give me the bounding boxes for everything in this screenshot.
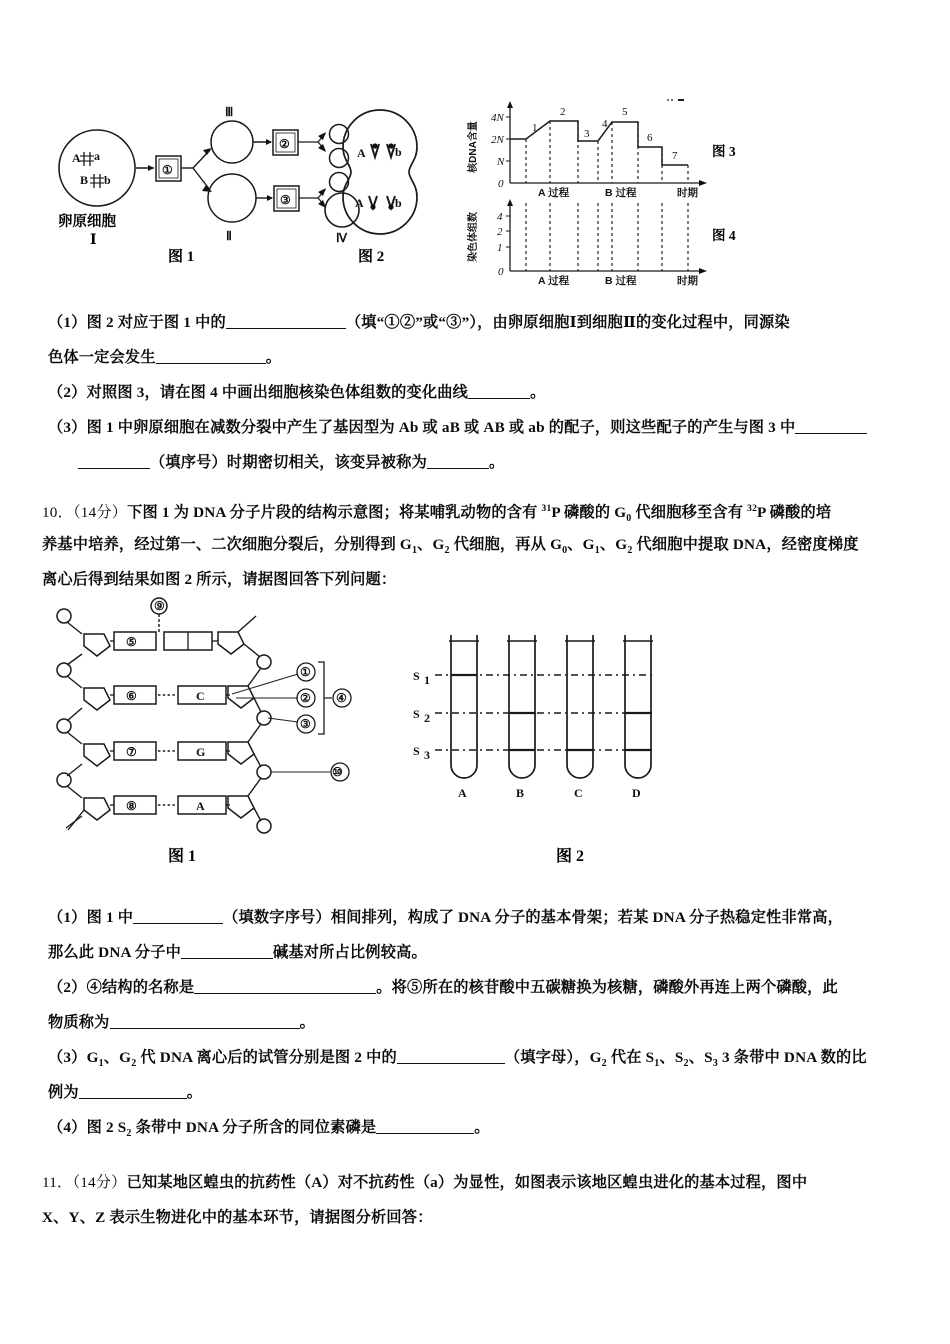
- svg-text:⑥: ⑥: [126, 689, 137, 703]
- q10-p3-i: 例为: [48, 1084, 79, 1101]
- q10-stem2-b: 、G: [417, 536, 445, 553]
- svg-text:7: 7: [672, 150, 678, 162]
- answer-blank[interactable]: [181, 958, 273, 959]
- q9-p3-text-b: （填序号）时期密切相关，该变异被称为: [150, 454, 427, 471]
- q10-p4-a: （4）图 2 S: [48, 1119, 127, 1136]
- q10-stem2-f: 代细胞中提取 DNA，经密度梯度: [632, 536, 859, 553]
- answer-blank[interactable]: [468, 398, 530, 399]
- svg-text:6: 6: [647, 132, 653, 144]
- q10-p4-b: 条带中 DNA 分子所含的同位素磷是: [131, 1119, 377, 1136]
- question-9-part-3: [48, 410, 928, 445]
- q10-p3-d: （填字母），G: [504, 1049, 602, 1066]
- q10-p1-c: 那么此 DNA 分子中: [48, 944, 181, 961]
- answer-blank[interactable]: [427, 468, 489, 469]
- svg-text:1: 1: [532, 122, 538, 134]
- svg-text:2N: 2N: [491, 134, 504, 146]
- svg-text:核DNA含量: 核DNA含量: [468, 121, 479, 173]
- q10-p2-d: 。: [299, 1014, 315, 1031]
- answer-blank[interactable]: [133, 923, 223, 924]
- q10-p3-sub5: 2: [683, 1058, 689, 1070]
- svg-text:B: B: [516, 786, 525, 800]
- answer-blank[interactable]: [226, 328, 346, 329]
- svg-text:2: 2: [560, 106, 566, 118]
- svg-text:N: N: [497, 156, 505, 168]
- q9-p1-text-a: （1）图 2 对应于图 1 中的: [48, 314, 226, 331]
- answer-blank[interactable]: [78, 468, 150, 469]
- q11-score: （14分）: [72, 1174, 127, 1191]
- q10-p4-sub1: 2: [126, 1128, 132, 1140]
- q10-number: 10．: [42, 504, 73, 522]
- q10-sup-31: 31: [541, 504, 552, 514]
- q10-p1-b: （填数字序号）相间排列，构成了 DNA 分子的基本骨架；若某 DNA 分子热稳定性非常高，: [223, 909, 844, 926]
- q10-p1-d: 碱基对所占比例较高。: [272, 944, 427, 961]
- q10-p3-sub1: 1: [98, 1058, 104, 1070]
- figure-3-4-graphs: [462, 95, 762, 285]
- q10-p2-a: （2）④结构的名称是: [48, 979, 195, 996]
- svg-text:4: 4: [602, 118, 608, 130]
- question-10-part-1: [48, 900, 938, 935]
- q11-number: 11．: [42, 1174, 73, 1191]
- svg-text:0: 0: [498, 178, 504, 190]
- q10-stem-b: P 磷酸的 G: [551, 504, 627, 522]
- question-11-stem-line-1: [42, 1165, 932, 1200]
- svg-text:2: 2: [497, 226, 503, 238]
- answer-blank[interactable]: [397, 1063, 505, 1064]
- q11-stem1: 已知某地区蝗虫的抗药性（A）对不抗药性（a）为显性，如图表示该地区蝗虫进化的基本过程，图中: [126, 1174, 808, 1191]
- svg-text:A: A: [196, 799, 205, 813]
- svg-text:A 过程: A 过程: [538, 187, 570, 199]
- svg-text:D: D: [632, 786, 641, 800]
- svg-text:④: ④: [336, 691, 347, 705]
- q10-p1-a: （1）图 1 中: [48, 909, 134, 926]
- svg-text:⑤: ⑤: [126, 635, 137, 649]
- roman-one-label: Ⅰ: [90, 233, 97, 248]
- q10-p3-f: 、S: [659, 1049, 684, 1066]
- q10-p2-c: 物质称为: [48, 1014, 110, 1031]
- q10-sub-0: 0: [626, 513, 632, 525]
- q10-sub-1b: 1: [594, 545, 600, 557]
- q9-p2-text-b: 。: [530, 384, 546, 401]
- q10-p3-sub3: 2: [601, 1058, 607, 1070]
- question-9-part-1-cont: [48, 340, 908, 375]
- svg-text:5: 5: [622, 106, 628, 118]
- svg-text:1: 1: [497, 242, 503, 254]
- q10-stem-d: P 磷酸的培: [757, 504, 832, 522]
- question-9-part-2: [48, 375, 908, 410]
- question-10-stem-line-3: [42, 562, 932, 597]
- q10-p3-sub4: 1: [654, 1058, 660, 1070]
- svg-text:b: b: [395, 196, 402, 210]
- q10-sub-2: 2: [444, 545, 450, 557]
- q10-p2-b: 。将⑤所在的核苷酸中五碳糖换为核糖，磷酸外再连上两个磷酸，此: [376, 979, 838, 996]
- figure-2-cell-diagram: [325, 112, 465, 237]
- q9-p2-text-a: （2）对照图 3，请在图 4 中画出细胞核染色体组数的变化曲线: [48, 384, 469, 401]
- figure-2-caption: 图 2: [358, 249, 385, 265]
- q10-p3-g: 、S: [688, 1049, 713, 1066]
- svg-text:Ⅱ: Ⅱ: [226, 229, 232, 243]
- q10-stem-a: 下图 1 为 DNA 分子片段的结构示意图；将某哺乳动物的含有: [127, 504, 542, 522]
- svg-text:S: S: [413, 744, 420, 758]
- svg-text:时期: 时期: [677, 275, 698, 287]
- question-10-part-1-cont: [48, 935, 938, 970]
- question-10-part-2: [48, 970, 938, 1005]
- q10-p3-sub2: 2: [131, 1058, 137, 1070]
- svg-text:1: 1: [424, 673, 430, 687]
- q10-p3-j: 。: [186, 1084, 203, 1101]
- svg-text:③: ③: [300, 717, 311, 731]
- q10-p3-h: 3 条带中 DNA 数的比: [717, 1049, 867, 1066]
- q10-p3-e: 代在 S: [606, 1049, 655, 1066]
- svg-text:①: ①: [300, 665, 311, 679]
- q10-sub-0b: 0: [562, 545, 568, 557]
- svg-text:染色体组数: 染色体组数: [468, 212, 479, 262]
- q10-sub-2b: 2: [627, 545, 633, 557]
- dna-figure-2-caption: 图 2: [556, 848, 585, 865]
- svg-text:②: ②: [300, 691, 311, 705]
- dna-structure-figure-1: [42, 598, 382, 848]
- svg-text:S: S: [413, 669, 420, 683]
- q9-p3-text-a: （3）图 1 中卵原细胞在减数分裂中产生了基因型为 Ab 或 aB 或 AB 或 ab 的配子，则这些配子的产生与图 3 中: [48, 419, 796, 436]
- question-9-part-3-cont: [48, 445, 928, 480]
- q10-stem2-d: 、G: [567, 536, 595, 553]
- question-9-part-1: [48, 305, 908, 340]
- svg-text:Ⅲ: Ⅲ: [225, 105, 234, 119]
- svg-text:3: 3: [584, 128, 590, 140]
- oocyte-label: 卵原细胞: [58, 214, 116, 230]
- svg-text:2: 2: [424, 711, 430, 725]
- svg-text:②: ②: [279, 137, 290, 151]
- q11-stem2: X、Y、Z 表示生物进化中的基本环节，请据图分析回答：: [42, 1209, 433, 1226]
- figure-4-caption: 图 4: [712, 228, 736, 243]
- q10-p3-a: （3）G: [48, 1049, 99, 1066]
- svg-text:a: a: [94, 149, 100, 163]
- dna-figure-1-caption: 图 1: [168, 848, 197, 865]
- q9-p1-text-c: 色体一定会发生: [48, 349, 156, 366]
- q10-stem2-c: 代细胞，再从 G: [449, 536, 563, 553]
- svg-text:Ⅳ: Ⅳ: [336, 231, 348, 245]
- svg-text:3: 3: [424, 748, 430, 762]
- figure-1-meiosis-flowchart: [50, 100, 350, 275]
- svg-text:⑩: ⑩: [332, 765, 343, 779]
- svg-text:b: b: [104, 173, 111, 187]
- svg-text:①: ①: [162, 163, 173, 177]
- svg-text:C: C: [196, 689, 205, 703]
- svg-text:⑦: ⑦: [126, 745, 137, 759]
- svg-text:4: 4: [497, 211, 503, 223]
- svg-text:C: C: [574, 786, 583, 800]
- question-10-part-3-cont: [48, 1075, 938, 1110]
- answer-blank[interactable]: [795, 433, 867, 434]
- svg-text:⑨: ⑨: [154, 599, 165, 613]
- svg-text:0: 0: [498, 266, 504, 278]
- q10-stem2-e: 、G: [599, 536, 628, 553]
- answer-blank[interactable]: [376, 1133, 474, 1134]
- svg-text:B: B: [80, 173, 89, 187]
- q10-sup-32: 32: [747, 504, 758, 514]
- svg-text:时期: 时期: [677, 187, 698, 199]
- q10-stem2-a: 养基中培养，经过第一、二次细胞分裂后，分别得到 G: [42, 536, 412, 553]
- svg-text:S: S: [413, 707, 420, 721]
- svg-text:A: A: [355, 196, 364, 210]
- svg-text:B 过程: B 过程: [605, 187, 637, 199]
- q10-p4-c: 。: [474, 1119, 490, 1136]
- figure-1-caption: 图 1: [168, 249, 195, 265]
- answer-blank[interactable]: [110, 1028, 300, 1029]
- q10-stem3: 离心后得到结果如图 2 所示，请据图回答下列问题：: [42, 571, 397, 588]
- figure-3-caption: 图 3: [712, 144, 736, 159]
- svg-text:4N: 4N: [491, 112, 504, 124]
- question-10-part-2-cont: [48, 1005, 938, 1040]
- svg-text:③: ③: [280, 193, 291, 207]
- q10-score: （14分）: [72, 504, 128, 522]
- svg-text:A: A: [72, 151, 81, 165]
- answer-blank[interactable]: [156, 363, 266, 364]
- q10-p3-c: 代 DNA 离心后的试管分别是图 2 中的: [136, 1049, 397, 1066]
- dna-centrifuge-figure-2: [405, 625, 705, 850]
- svg-text:A 过程: A 过程: [538, 275, 570, 287]
- question-10-part-4: [48, 1110, 938, 1151]
- q9-p1-text-d: 。: [265, 349, 282, 366]
- svg-text:G: G: [196, 745, 206, 759]
- svg-text:A: A: [357, 146, 366, 160]
- q10-p3-sub6: 3: [712, 1058, 718, 1070]
- svg-text:B 过程: B 过程: [605, 275, 637, 287]
- q10-stem-c: 代细胞移至含有: [631, 504, 748, 522]
- answer-blank[interactable]: [194, 993, 376, 994]
- question-11-stem-line-2: [42, 1200, 932, 1235]
- svg-text:b: b: [395, 145, 402, 159]
- svg-text:⑧: ⑧: [126, 799, 137, 813]
- q9-p1-text-b: （填“①②”或“③”），由卵原细胞Ⅰ到细胞Ⅱ的变化过程中，同源染: [345, 314, 790, 331]
- answer-blank[interactable]: [79, 1098, 187, 1099]
- q10-sub-1: 1: [411, 545, 418, 557]
- svg-text:A: A: [458, 786, 467, 800]
- q9-p3-text-c: 。: [488, 454, 505, 471]
- q10-p3-b: 、G: [103, 1049, 132, 1066]
